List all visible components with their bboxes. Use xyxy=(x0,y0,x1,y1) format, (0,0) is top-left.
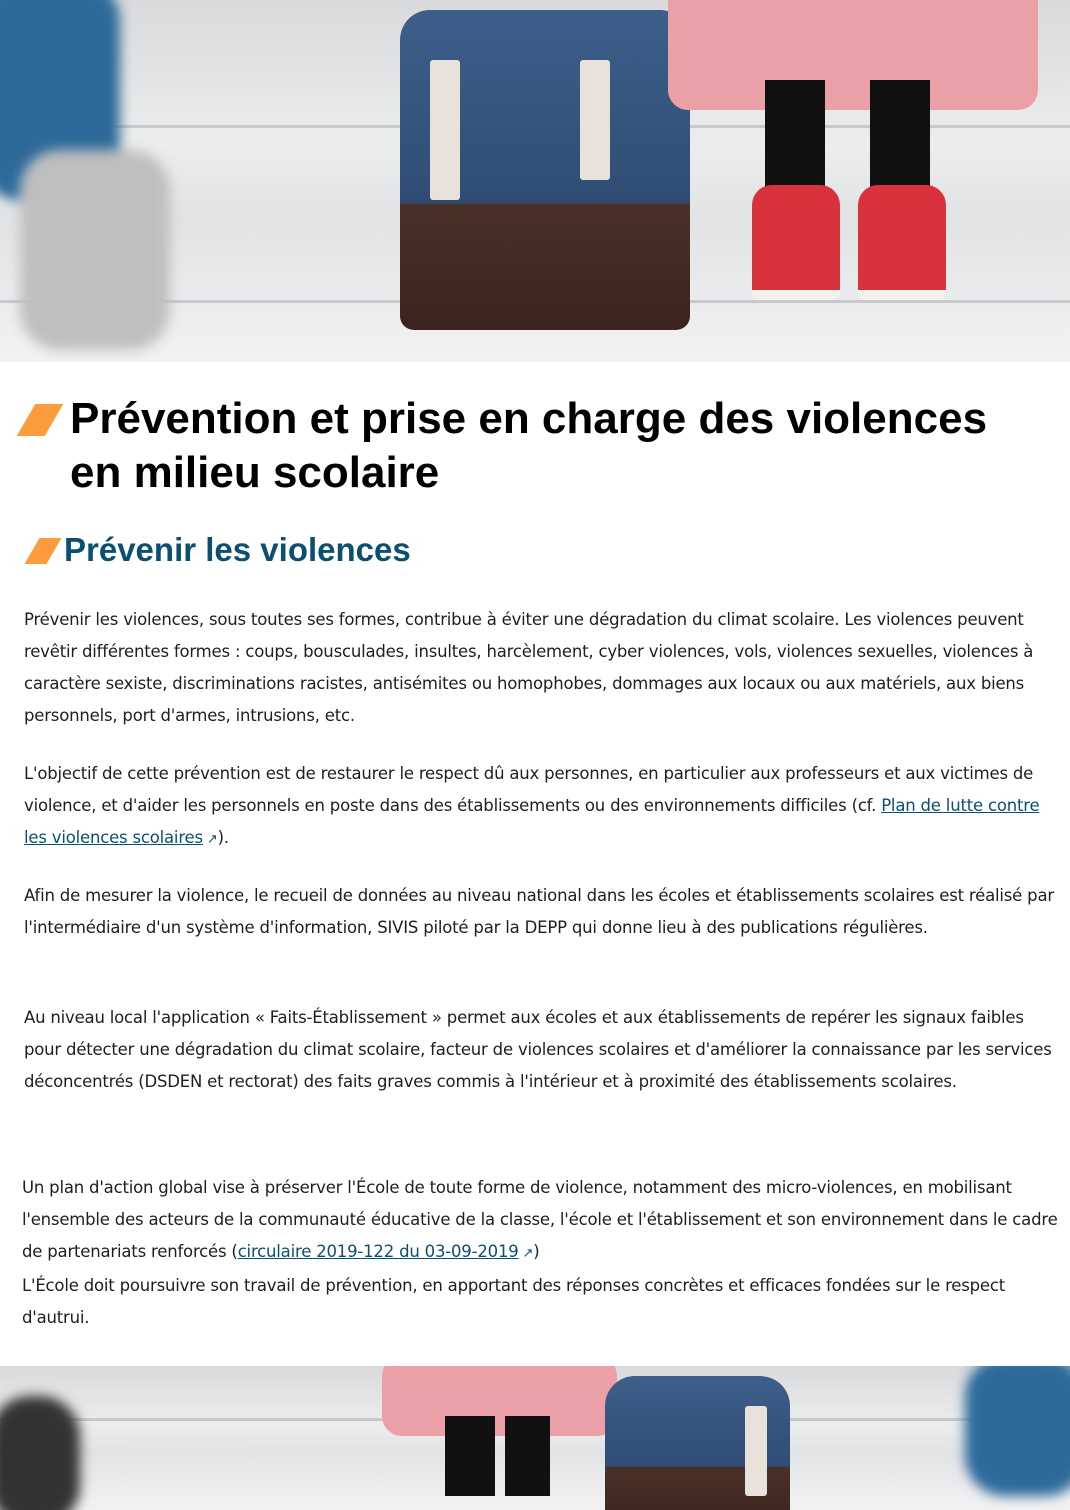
external-link-icon: ↗ xyxy=(206,832,218,847)
plan-lutte-link[interactable]: Plan de lutte contre les violences scolaires ↗ xyxy=(24,796,1039,847)
circulaire-link[interactable]: circulaire 2019-122 du 03-09-2019 ↗ xyxy=(238,1242,534,1261)
page-title: Prévention et prise en charge des violences en milieu scolaire xyxy=(70,394,988,497)
section-title: Prévenir les violences xyxy=(64,531,411,568)
paragraph-2: L'objectif de cette prévention est de restaurer le respect dû aux personnes, en particulier aux professeurs et aux victimes de violence, et d'aider les personnels en poste dans des établissements ou des environnements difficiles (cf. Plan de lutte contre les violences scolaires ↗). xyxy=(24,758,1064,856)
paragraph-1: Prévenir les violences, sous toutes ses formes, contribue à éviter une dégradation du climat scolaire. Les violences peuvent revêtir différentes formes : coups, bousculades, insultes, harcèlement, cyber violences, vols, violences sexuelles, violences à caractère sexiste, discriminations racistes, antisémites ou homophobes, dommages aux locaux ou aux matériels, aux biens personnels, port d'armes, intrusions, etc. xyxy=(24,610,1034,725)
title-accent-icon xyxy=(17,404,63,436)
section-accent-icon xyxy=(24,538,61,564)
paragraph-5: Un plan d'action global vise à préserver l'École de toute forme de violence, notamment des micro-violences, en mobilisant l'ensemble des acteurs de la communauté éducative de la classe, l'école et l'établissement et son environnement dans le cadre de partenariats renforcés (circulaire 2019-122 du 03-09-2019 ↗) L'École doit poursuivre son travail de prévention, en apportant des réponses concrètes et efficaces fondées sur le respect d'autrui. xyxy=(22,1178,1058,1327)
paragraph-3: Afin de mesurer la violence, le recueil de données au niveau national dans les écoles et établissements scolaires est réalisé par l'intermédiaire d'un système d'information, SIVIS piloté par la DEPP qui donne lieu à des publications régulières. xyxy=(24,886,1054,937)
hero-image xyxy=(0,0,1070,362)
paragraph-6: L'École doit poursuivre son travail de prévention, en apportant des réponses concrètes et efficaces fondées sur le respect d'autrui. xyxy=(22,1276,1006,1327)
paragraph-4: Au niveau local l'application « Faits-Établissement » permet aux écoles et aux établissements de repérer les signaux faibles pour détecter une dégradation du climat scolaire, facteur de violences scolaires et d'améliorer la connaissance par les services déconcentrés (DSDEN et rectorat) des faits graves commis à l'intérieur et à proximité des établissements scolaires. xyxy=(24,1008,1052,1091)
external-link-icon: ↗ xyxy=(522,1246,534,1261)
footer-image xyxy=(0,1366,1070,1510)
